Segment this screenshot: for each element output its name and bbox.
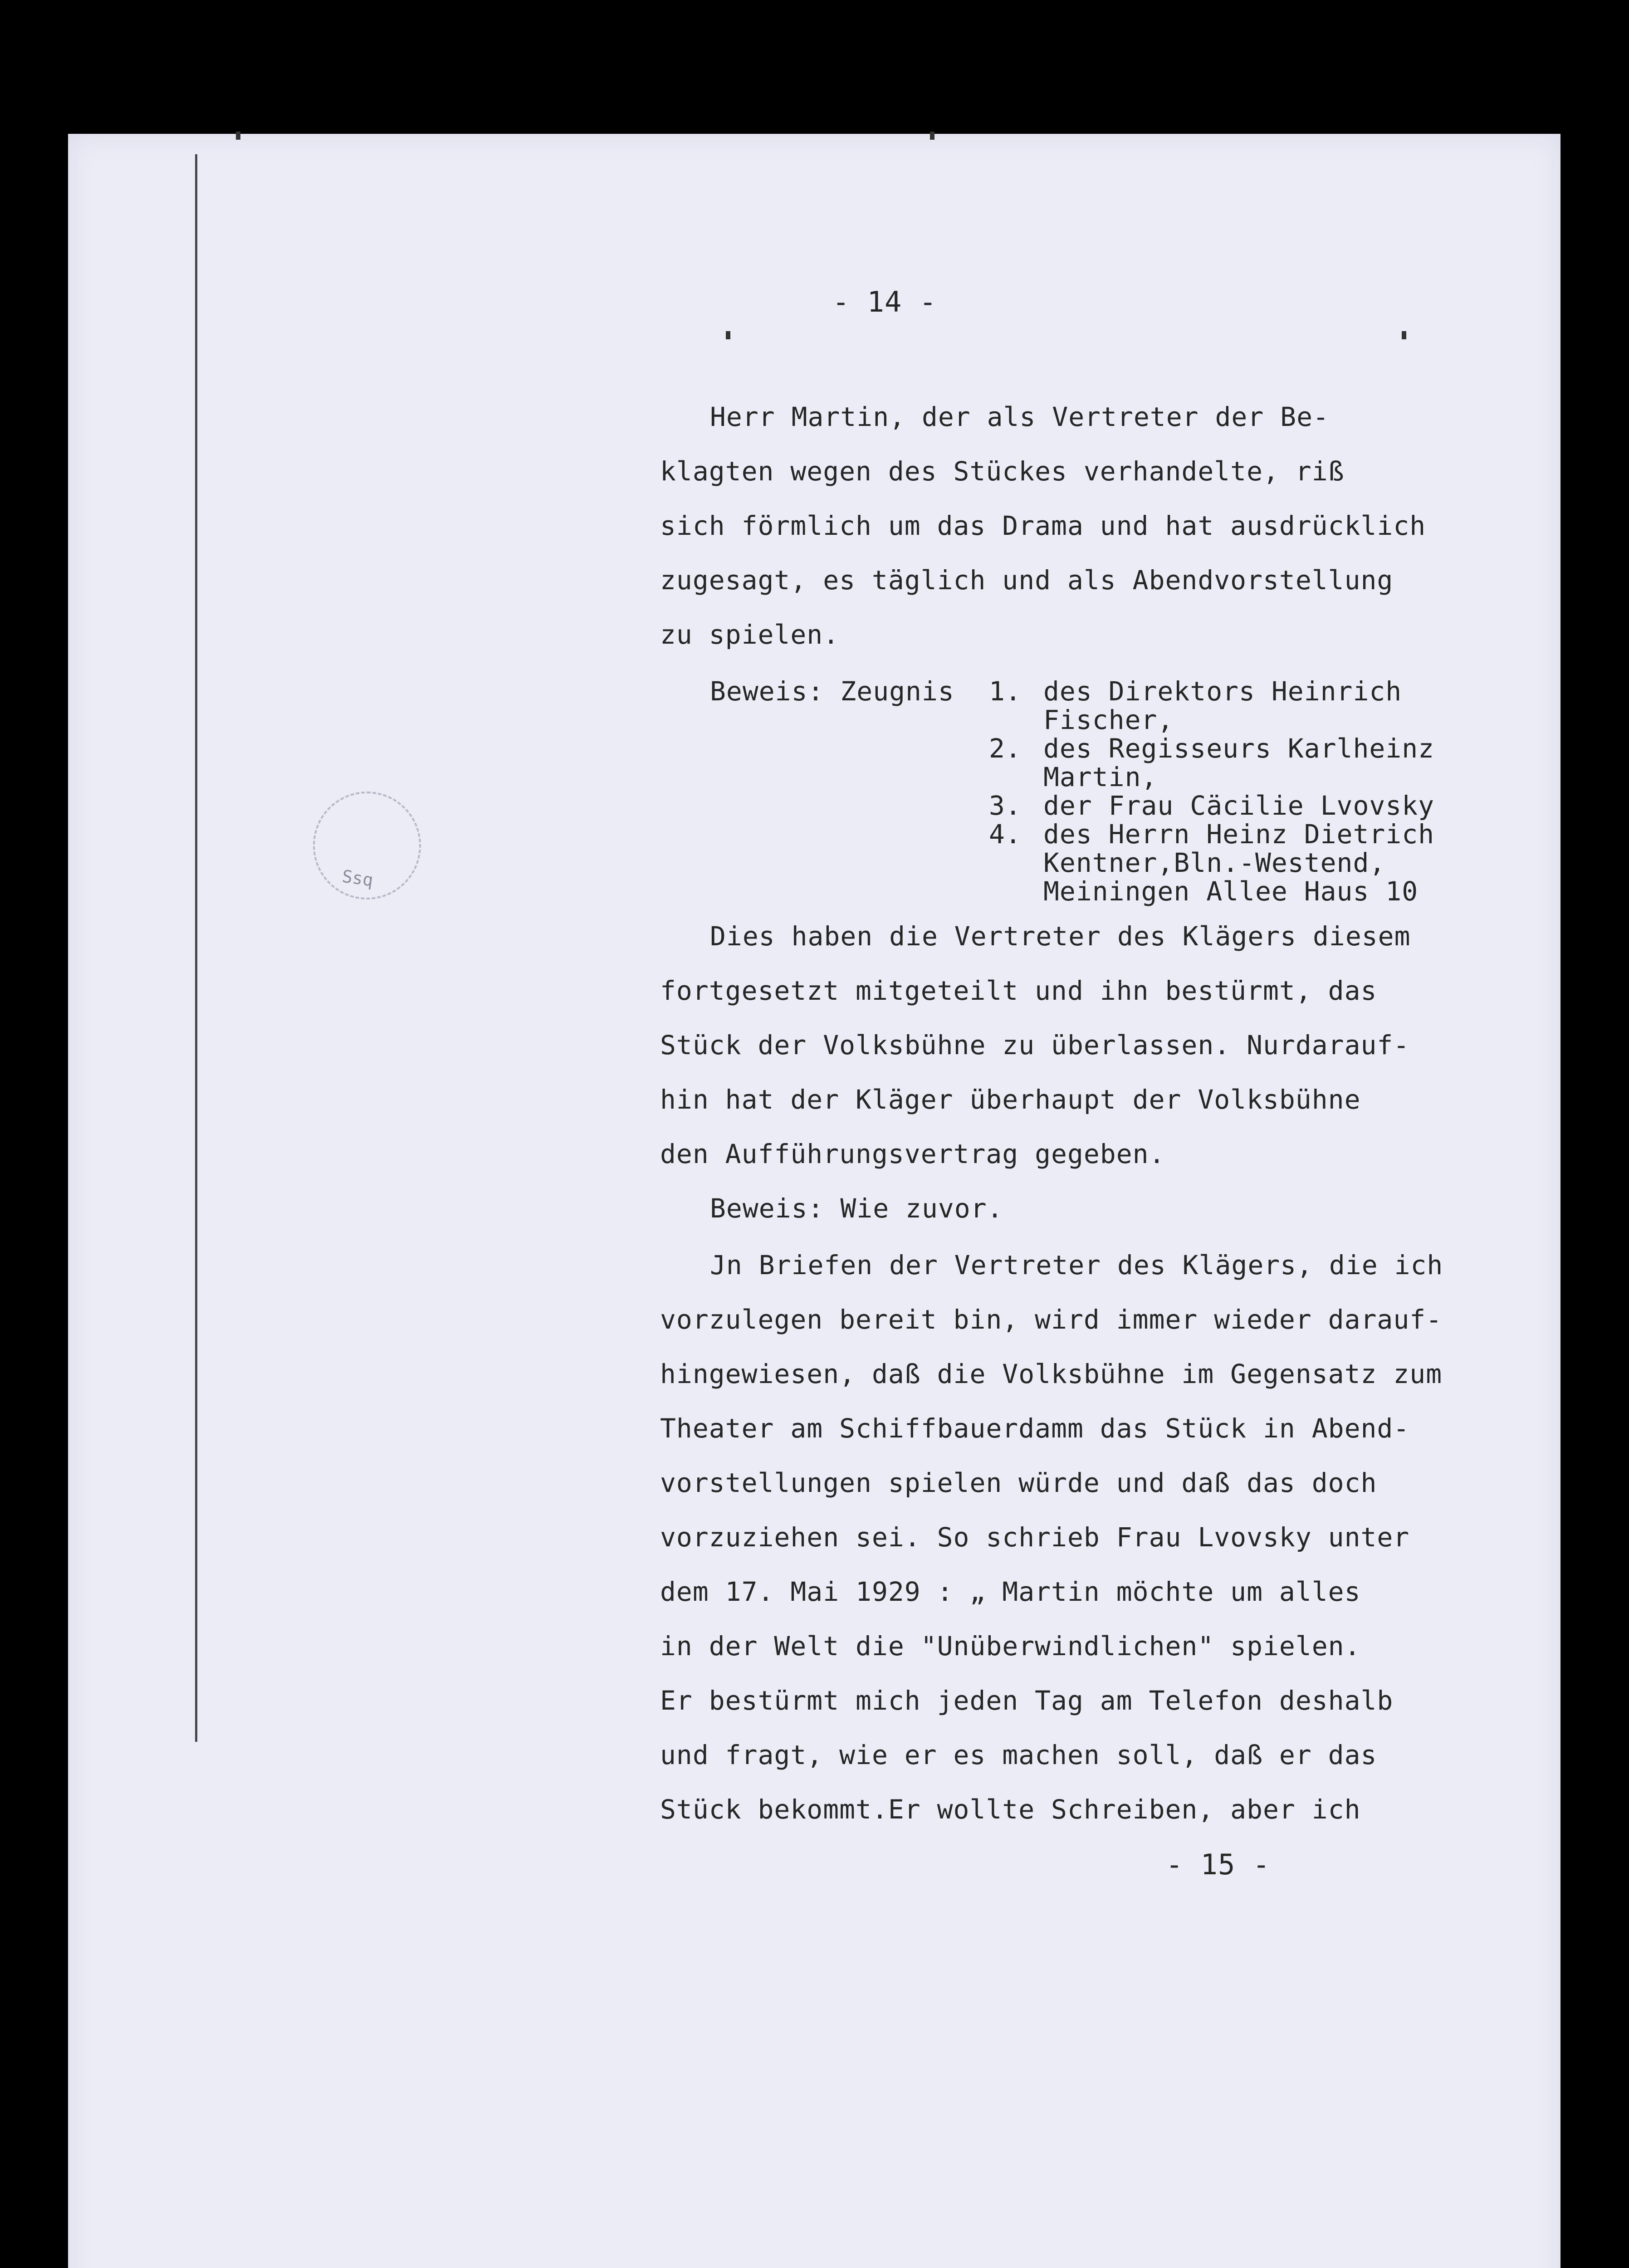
evidence-line: Meiningen Allee Haus 10: [1043, 876, 1419, 907]
punch-mark: [236, 132, 240, 140]
page-number: - 14 -: [832, 285, 937, 318]
text-line: dem 17. Mai 1929 : „ Martin möchte um alles: [660, 1576, 1361, 1607]
evidence-line: Kentner,Bln.-Westend,: [1043, 847, 1386, 878]
margin-rule: [195, 154, 197, 1742]
evidence-line: Beweis: Wie zuvor.: [710, 1193, 1003, 1224]
text-line: zu spielen.: [660, 619, 840, 650]
text-line: Jn Briefen der Vertreter des Klägers, die ich: [710, 1250, 1443, 1281]
text-line: zugesagt, es täglich und als Abendvorstellung: [660, 565, 1394, 596]
stamp-text: Ssq: [341, 866, 375, 890]
next-page-number: - 15 -: [1166, 1848, 1270, 1881]
text-line: vorstellungen spielen würde und daß das doch: [660, 1467, 1377, 1498]
text-line: Er bestürmt mich jeden Tag am Telefon deshalb: [660, 1685, 1394, 1716]
text-line: in der Welt die "Unüberwindlichen" spielen.: [660, 1631, 1361, 1662]
evidence-line: des Direktors Heinrich: [1043, 676, 1402, 707]
evidence-number: 3.: [989, 790, 1022, 821]
evidence-line: Fischer,: [1043, 704, 1174, 735]
evidence-number: 2.: [989, 733, 1022, 764]
text-line: Dies haben die Vertreter des Klägers diesem: [710, 921, 1411, 952]
text-line: hin hat der Kläger überhaupt der Volksbühne: [660, 1084, 1361, 1115]
punch-mark: [1402, 331, 1406, 339]
text-line: Theater am Schiffbauerdamm das Stück in Abend-: [660, 1413, 1410, 1444]
text-line: klagten wegen des Stückes verhandelte, riß: [660, 456, 1345, 487]
punch-mark: [726, 331, 730, 339]
text-line: hingewiesen, daß die Volksbühne im Gegensatz zum: [660, 1359, 1443, 1389]
evidence-number: 4.: [989, 819, 1022, 850]
text-line: Herr Martin, der als Vertreter der Be-: [710, 401, 1329, 432]
evidence-line: Martin,: [1043, 762, 1158, 792]
text-line: den Aufführungsvertrag gegeben.: [660, 1139, 1165, 1169]
text-line: Stück der Volksbühne zu überlassen. Nurdarauf-: [660, 1030, 1410, 1061]
punch-mark: [930, 132, 934, 140]
text-line: und fragt, wie er es machen soll, daß er das: [660, 1740, 1377, 1770]
archive-stamp: [313, 792, 421, 899]
text-line: sich förmlich um das Drama und hat ausdrücklich: [660, 510, 1426, 541]
text-line: Stück bekommt.Er wollte Schreiben, aber ich: [660, 1794, 1361, 1825]
text-line: vorzulegen bereit bin, wird immer wieder darauf-: [660, 1304, 1443, 1335]
text-line: vorzuziehen sei. So schrieb Frau Lvovsky unter: [660, 1522, 1410, 1553]
text-line: fortgesetzt mitgeteilt und ihn bestürmt, das: [660, 975, 1377, 1006]
evidence-line: des Regisseurs Karlheinz: [1043, 733, 1435, 764]
evidence-line: des Herrn Heinz Dietrich: [1043, 819, 1435, 850]
evidence-number: 1.: [989, 676, 1022, 707]
evidence-label: Beweis: Zeugnis: [710, 676, 954, 707]
evidence-line: der Frau Cäcilie Lvovsky: [1043, 790, 1435, 821]
